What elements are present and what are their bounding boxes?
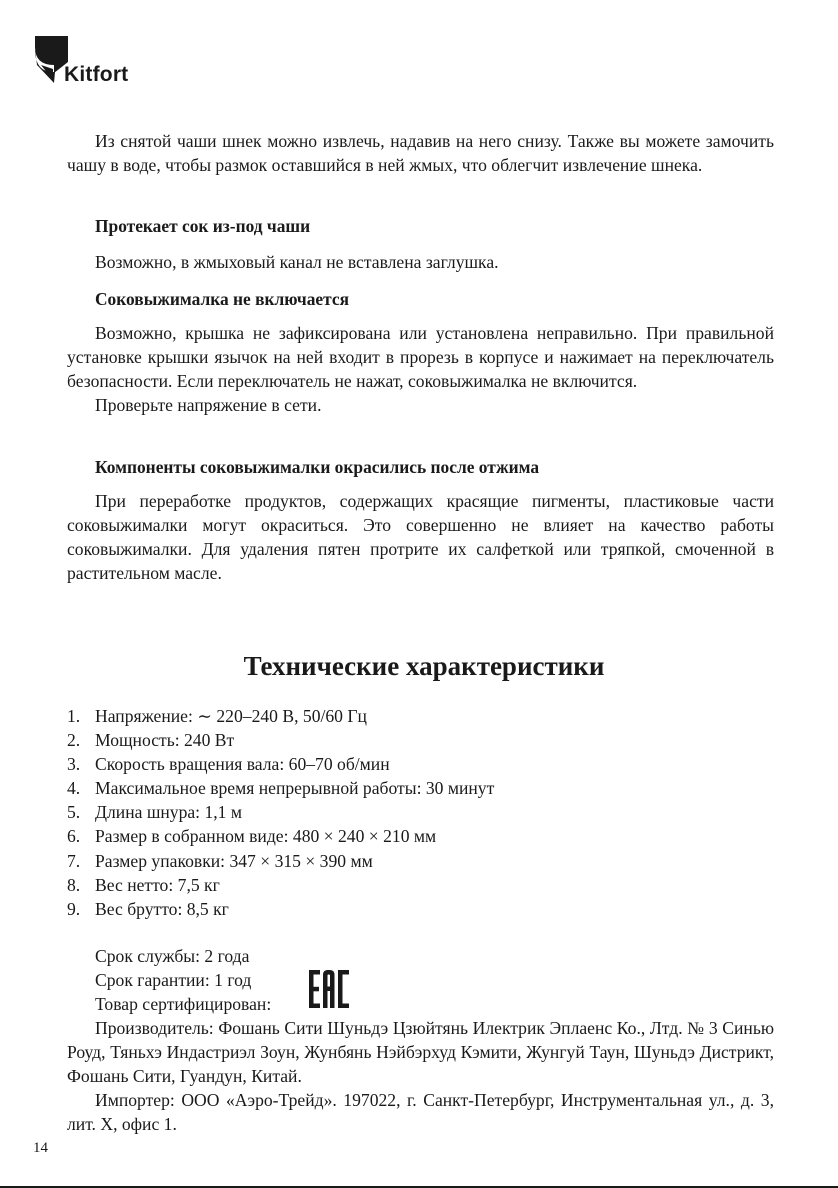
spec-text: Размер упаковки: 347 × 315 × 390 мм: [95, 850, 373, 871]
not-turning-on-paragraph-1: Возможно, крышка не зафиксирована или установлена неправильно. При правильной установке крышки язычок на ней входит в прорезь в корпусе и нажимает на переключатель безопасности. Если переключатель не нажат, соковыжималка не включится.: [67, 323, 774, 391]
warranty: Срок гарантии: 1 год: [95, 970, 252, 990]
manufacturer-info: Производитель: Фошань Сити Шуньдэ Цзюйтянь Илектрик Эплаенс Ко., Лтд. № 3 Синью Роуд, Тяньхэ Индастриэл Зоун, Жунбянь Нэйбэрхуд Кэмити, Жунгуй Таун, Шуньдэ Дистрикт, Фошань Сити, Гуандун, Китай.: [67, 1018, 774, 1086]
importer-info: Импортер: ООО «Аэро-Трейд». 197022, г. Санкт-Петербург, Инструментальная ул., д. 3, лит. Х, офис 1.: [67, 1090, 774, 1134]
not-turning-on-paragraph-2: Проверьте напряжение в сети.: [95, 395, 322, 415]
page-number: 14: [33, 1140, 48, 1156]
spec-text: Мощность: 240 Вт: [95, 730, 235, 751]
discoloration-block: [67, 489, 774, 585]
intro-paragraph: Из снятой чаши шнек можно извлечь, надавив на него снизу. Также вы можете замочить чашу в воде, чтобы размок оставшийся в ней жмых, что облегчит извлечение шнека.: [67, 131, 774, 175]
spec-number: 8.: [67, 874, 81, 895]
spec-number: 7.: [67, 850, 81, 871]
spec-item: [67, 704, 494, 728]
spec-number: 3.: [67, 754, 81, 775]
heading-not-turning-on: Соковыжималка не включается: [95, 289, 350, 309]
service-info: [67, 944, 774, 1136]
heading-juice-leak: Протекает сок из-под чаши: [95, 216, 311, 236]
logo-text: Kitfort: [64, 63, 129, 86]
spec-number: 4.: [67, 778, 81, 799]
not-turning-on-block: [67, 321, 774, 417]
certified-label: Товар сертифицирован:: [95, 994, 272, 1014]
spec-item: [67, 824, 494, 848]
juice-leak-paragraph: Возможно, в жмыховый канал не вставлена заглушка.: [95, 252, 499, 272]
spec-number: 9.: [67, 898, 81, 919]
spec-text: Напряжение: ∼ 220–240 В, 50/60 Гц: [95, 706, 367, 726]
service-life: Срок службы: 2 года: [95, 946, 250, 966]
heading-discoloration: Компоненты соковыжималки окрасились после отжима: [95, 457, 540, 477]
spec-item: [67, 728, 494, 752]
spec-number: 5.: [67, 802, 81, 823]
discoloration-paragraph: При переработке продуктов, содержащих красящие пигменты, пластиковые части соковыжималки могут окраситься. Это совершенно не влияет на качество работы соковыжималки. Для удаления пятен протрите их салфеткой или тряпкой, смоченной в растительном масле.: [67, 491, 774, 583]
spec-text: Размер в собранном виде: 480 × 240 × 210 мм: [95, 826, 437, 847]
spec-text: Вес брутто: 8,5 кг: [95, 898, 229, 919]
intro-block: [67, 129, 774, 177]
spec-item: [67, 849, 494, 873]
specs-list: [67, 704, 494, 921]
spec-text: Длина шнура: 1,1 м: [95, 802, 242, 823]
juice-leak-block: [67, 250, 774, 274]
spec-text: Максимальное время непрерывной работы: 30 минут: [95, 778, 495, 799]
kitfort-logo: [33, 35, 153, 90]
spec-item: [67, 776, 494, 800]
spec-item: [67, 873, 494, 897]
spec-item: [67, 800, 494, 824]
spec-item: [67, 897, 494, 921]
spec-text: Скорость вращения вала: 60–70 об/мин: [95, 754, 390, 775]
spec-number: 2.: [67, 730, 81, 751]
spec-number: 6.: [67, 826, 81, 847]
specs-title: Технические характеристики: [243, 651, 605, 681]
spec-number: 1.: [67, 706, 81, 726]
eac-certification-icon: [309, 970, 351, 1010]
spec-text: Вес нетто: 7,5 кг: [95, 874, 220, 895]
spec-item: [67, 752, 494, 776]
